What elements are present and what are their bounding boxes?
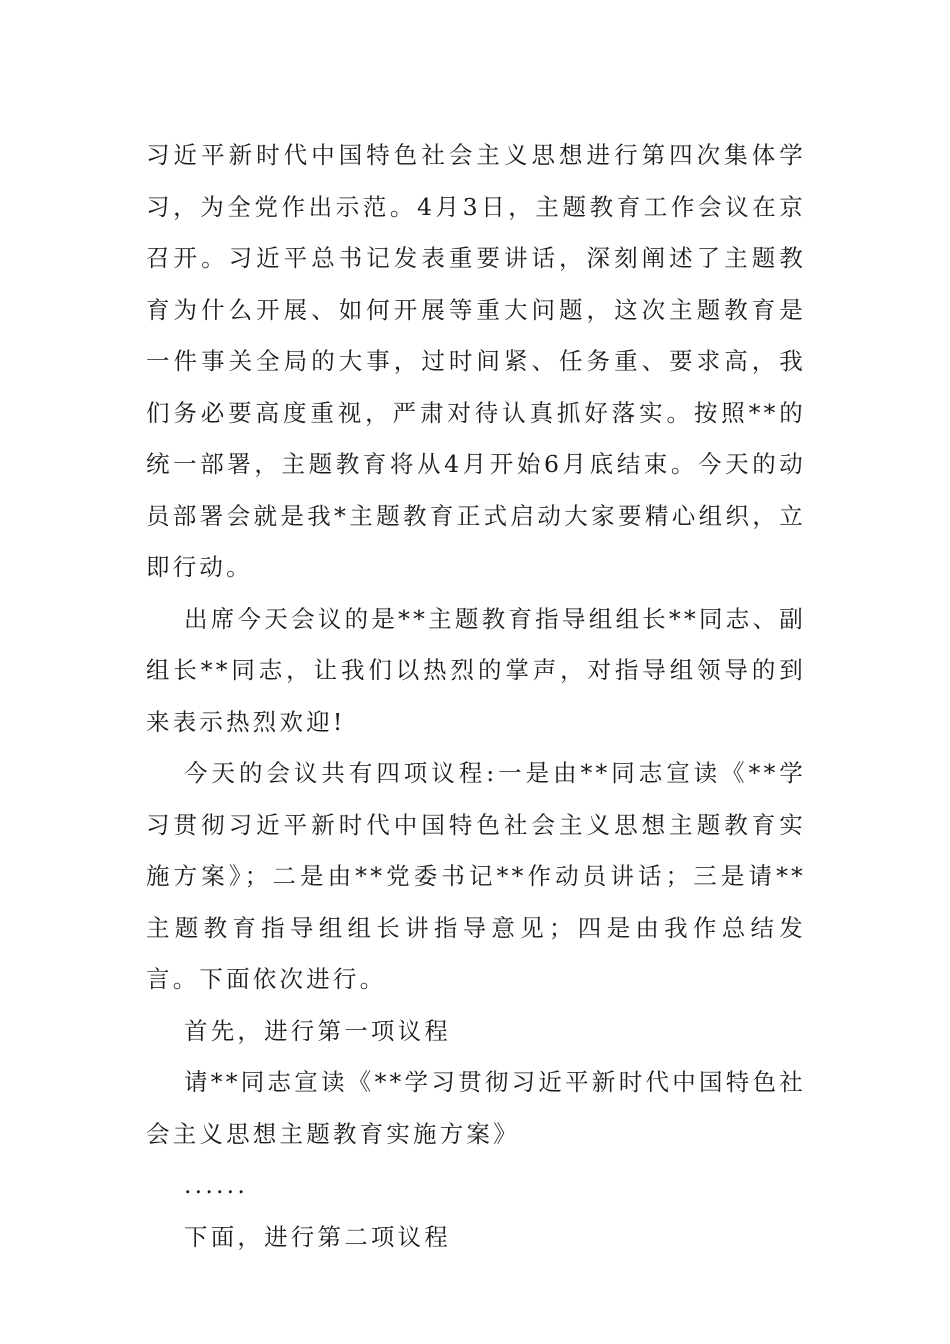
paragraph-second-item: 下面，进行第二项议程 [184,1222,451,1251]
paragraph-first-item: 首先，进行第一项议程 [184,1016,451,1045]
paragraph-ellipsis: ...... [184,1171,249,1199]
paragraph-agenda: 今天的会议共有四项议程:一是由**同志宣读《**学习贯彻习近平新时代中国特色社会主义思想主题教育实施方案》；二是由**党委书记**作动员讲话；三是请**主题教育指导组组长讲指导意见；四是由我作总结发言。下面依次进行。 [146,759,806,993]
paragraph-continuation: 习近平新时代中国特色社会主义思想进行第四次集体学习，为全党作出示范。4月3日，主题教育工作会议在京召开。习近平总书记发表重要讲话，深刻阐述了主题教育为什么开展、如何开展等重大问题，这次主题教育是一件事关全局的大事，过时间紧、任务重、要求高，我们务必要高度重视，严肃对待认真抓好落实。按照**的统一部署，主题教育将从4月开始6月底结束。今天的动员部署会就是我*主题教育正式启动大家要精心组织，立即行动。 [146,141,806,581]
document-body [146,130,806,1263]
paragraph-attendees: 出席今天会议的是**主题教育指导组组长**同志、副组长**同志，让我们以热烈的掌声，对指导组领导的到来表示热烈欢迎! [146,604,806,736]
paragraph-reading: 请**同志宣读《**学习贯彻习近平新时代中国特色社会主义思想主题教育实施方案》 [146,1068,806,1148]
